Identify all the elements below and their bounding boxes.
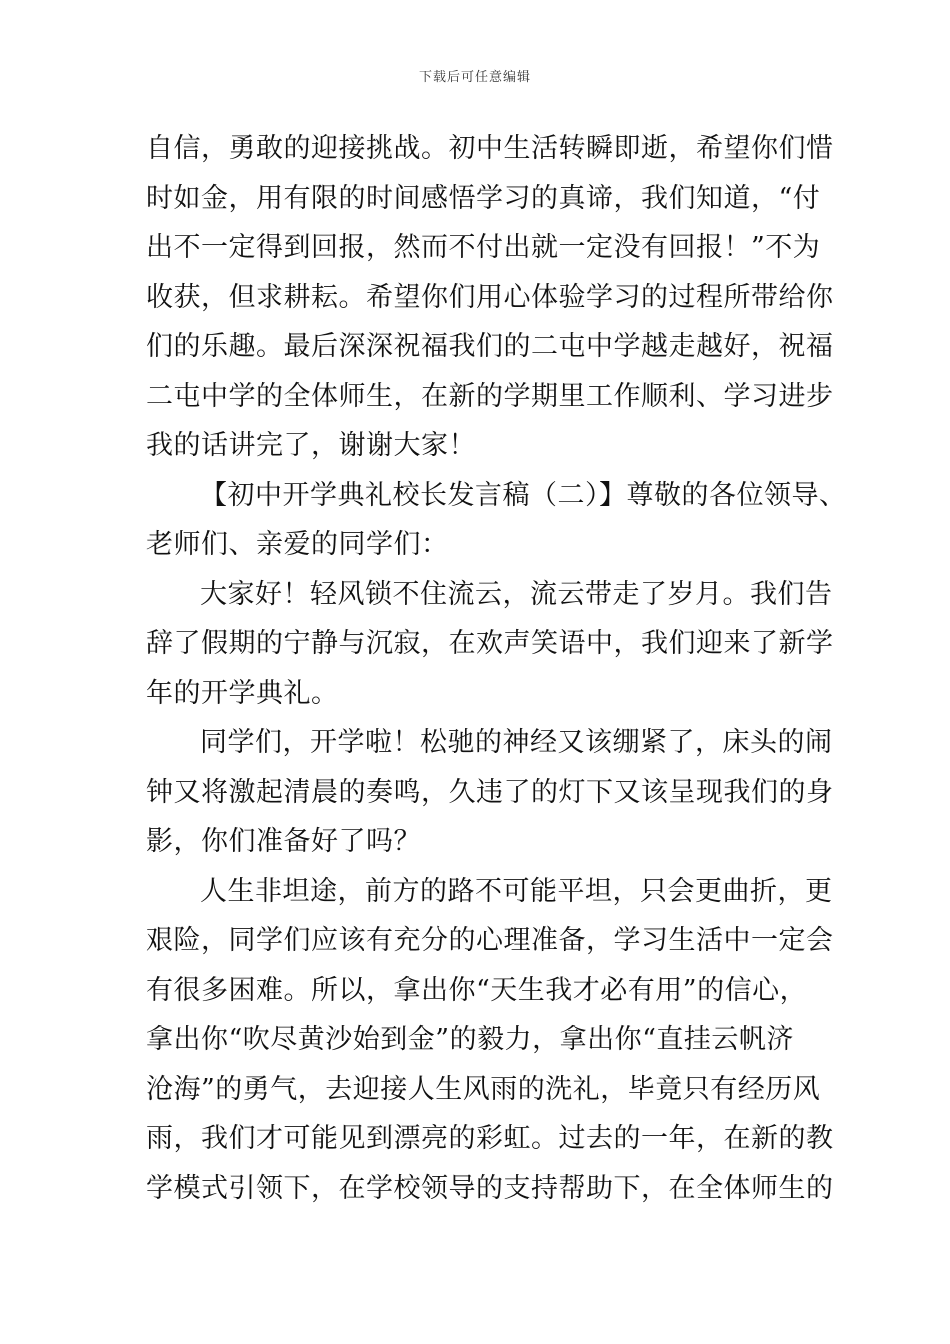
- text-line-16: 人生非坦途，前方的路不可能平坦，只会更曲折，更: [200, 875, 833, 907]
- text-line-6: 二屯中学的全体师生，在新的学期里工作顺利、学习进步: [146, 380, 834, 412]
- text-line-7: 我的话讲完了，谢谢大家！: [146, 430, 476, 461]
- text-line-10: 大家好！轻风锁不住流云，流云带走了岁月。我们告: [200, 578, 833, 610]
- text-line-4: 收获，但求耕耘。希望你们用心体验学习的过程所带给你: [146, 281, 834, 313]
- text-line-15: 影，你们准备好了吗？: [146, 826, 421, 857]
- text-line-12: 年的开学典礼。: [146, 677, 339, 709]
- text-line-1: 自信，勇敢的迎接挑战。初中生活转瞬即逝，希望你们惜: [146, 133, 834, 164]
- text-line-20: 沧海”的勇气，去迎接人生风雨的洗礼，毕竟只有经历风: [146, 1073, 821, 1105]
- text-line-11: 辞了假期的宁静与沉寂，在欢声笑语中，我们迎来了新学: [146, 628, 834, 659]
- text-line-14: 钟又将激起清晨的奏鸣，久违了的灯下又该呈现我们的身: [146, 776, 834, 808]
- text-line-5: 们的乐趣。最后深深祝福我们的二屯中学越走越好，祝福: [146, 331, 834, 362]
- section-heading-line: 【初中开学典礼校长发言稿（二）】尊敬的各位领导、: [200, 479, 847, 511]
- text-line-21: 雨，我们才可能见到漂亮的彩虹。过去的一年，在新的教: [146, 1123, 834, 1154]
- text-line-17: 艰险，同学们应该有充分的心理准备，学习生活中一定会: [146, 925, 834, 956]
- text-line-13: 同学们，开学啦！松驰的神经又该绷紧了，床头的闹: [200, 727, 833, 758]
- document-body: [146, 124, 847, 1213]
- text-line-2: 时如金，用有限的时间感悟学习的真谛，我们知道，“付: [146, 182, 821, 214]
- text-line-22: 学模式引领下，在学校领导的支持帮助下，在全体师生的: [146, 1172, 834, 1204]
- text-line-3: 出不一定得到回报，然而不付出就一定没有回报！”不为: [146, 232, 821, 263]
- text-line-18: 有很多困难。所以，拿出你“天生我才必有用”的信心，: [146, 974, 808, 1006]
- page-header: 下载后可任意编辑: [418, 70, 531, 85]
- salutation-line: 老师们、亲爱的同学们：: [146, 529, 449, 560]
- text-line-19: 拿出你“吹尽黄沙始到金”的毅力，拿出你“直挂云帆济: [146, 1024, 794, 1055]
